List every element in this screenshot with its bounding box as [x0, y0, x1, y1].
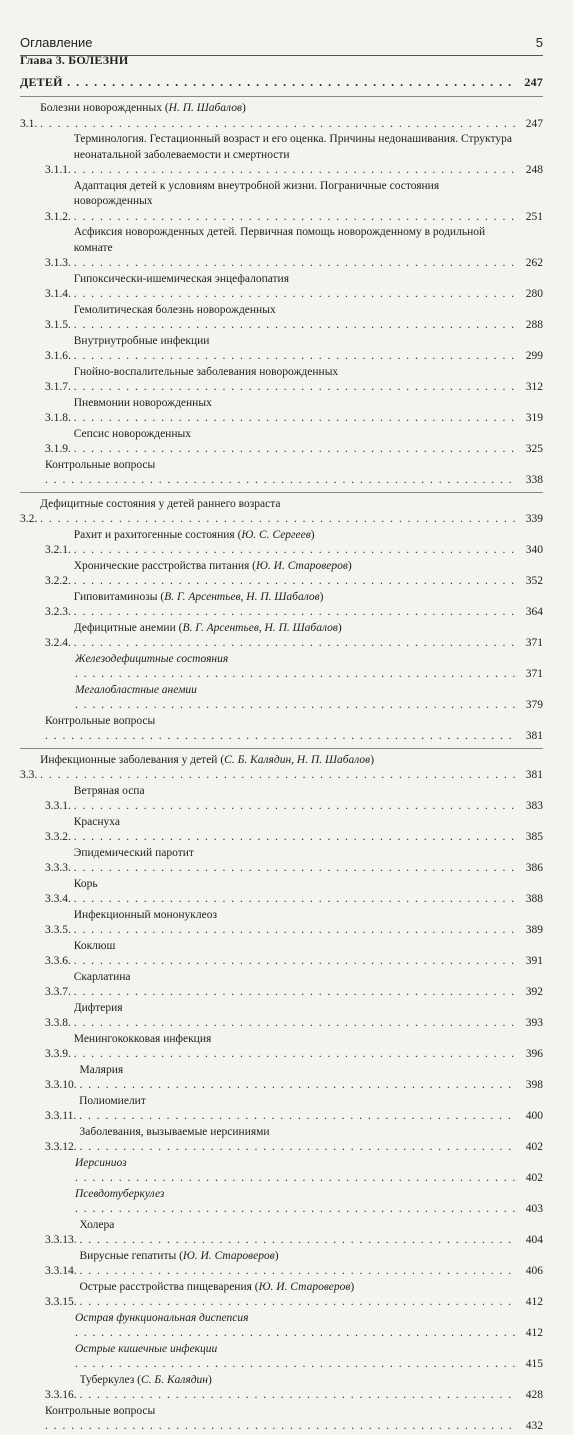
entry-page: 403 [525, 1203, 543, 1215]
entry-title: Дифтерия [73, 1001, 123, 1014]
toc-item[interactable] [20, 1373, 543, 1404]
toc-item[interactable] [20, 1032, 543, 1063]
entry-number: 3.1.2. [45, 210, 74, 223]
toc-item[interactable] [20, 846, 543, 877]
section-heading[interactable] [20, 497, 543, 528]
entry-title: Сепсис новорожденных [73, 427, 191, 440]
entry-text [80, 1373, 516, 1404]
entry-number: 3.3.6. [45, 955, 74, 967]
entry-label [40, 754, 515, 782]
entry-page: 400 [525, 1110, 543, 1122]
entry-label [75, 684, 515, 712]
entry-title: Дефицитные состояния у детей раннего возраста [40, 497, 281, 510]
entry-title: Гемолитическая болезнь новорожденных [73, 303, 276, 316]
entry-text [45, 1404, 515, 1435]
entry-author: Острая функциональная диспепсия [75, 1311, 249, 1324]
entry-page: 288 [525, 319, 543, 331]
section-heading[interactable] [20, 101, 543, 132]
entry-page: 379 [525, 699, 543, 711]
entry-number: 3.1.6. [45, 350, 74, 362]
entry-title: ) [347, 559, 352, 572]
entry-number: 3.1.1. [45, 164, 74, 176]
toc-item[interactable] [20, 528, 543, 559]
entry-number: 3.3.7. [45, 986, 74, 998]
entry-number: 3.1.4. [45, 288, 74, 300]
entry-number: 3.3.16. [45, 1389, 80, 1401]
toc-item[interactable] [20, 132, 543, 179]
entry-title: ) [319, 590, 324, 603]
entry-text [45, 714, 515, 745]
page-header [20, 30, 543, 50]
entry-page: 391 [525, 955, 543, 967]
toc-item[interactable] [20, 1125, 543, 1156]
entry-label [74, 847, 515, 875]
entry-text [74, 334, 515, 365]
control-questions[interactable] [20, 714, 543, 745]
toc-item[interactable] [20, 272, 543, 303]
entry-number: 3.3. [20, 769, 41, 781]
entry-number: 3.2.4. [45, 637, 74, 649]
toc-item[interactable] [20, 1218, 543, 1249]
toc-item[interactable] [20, 427, 543, 458]
entry-text [74, 970, 515, 1001]
entry-title: Контрольные вопросы [45, 1404, 156, 1417]
entry-number: 3.3.2. [45, 831, 74, 843]
entry-author: В. Г. Арсентьев, Н. П. Шабалов [164, 590, 320, 603]
entry-author: Иерсиниоз [75, 1156, 127, 1169]
entry-label [75, 1188, 515, 1216]
entry-page: 319 [525, 412, 543, 424]
entry-text [74, 427, 515, 458]
entry-label [74, 940, 515, 968]
entry-page: 406 [525, 1265, 543, 1277]
entry-label [80, 1281, 516, 1309]
entry-text [74, 1001, 515, 1032]
entry-label [40, 498, 515, 526]
toc-subitem[interactable] [20, 1187, 543, 1218]
entry-label [74, 180, 515, 223]
entry-author: Острые кишечные инфекции [75, 1342, 218, 1355]
entry-page: 432 [525, 1420, 543, 1432]
entry-title: Гнойно-воспалительные заболевания новорожденных [73, 365, 339, 378]
entry-title: ) [310, 528, 315, 541]
chapter-page: 247 [524, 75, 543, 89]
entry-number: 3.2.3. [45, 606, 74, 618]
entry-page: 402 [525, 1141, 543, 1153]
entry-title: Дефицитные анемии ( [73, 621, 183, 634]
entry-page: 389 [525, 924, 543, 936]
entry-number: 3.3.11. [45, 1110, 80, 1122]
section-heading[interactable] [20, 753, 543, 784]
entry-title: ) [337, 621, 342, 634]
entry-label [74, 971, 515, 999]
entry-text [75, 652, 515, 683]
separator [20, 96, 543, 97]
entry-title: Контрольные вопросы [45, 714, 156, 727]
page-number: 5 [535, 35, 543, 50]
entry-page: 383 [525, 800, 543, 812]
entry-author: С. Б. Калядин, Н. П. Шабалов [224, 753, 371, 766]
entry-text [74, 528, 515, 559]
entry-page: 386 [525, 862, 543, 874]
entry-label [74, 529, 515, 557]
entry-number: 3.3.1. [45, 800, 74, 812]
entry-text [74, 559, 515, 590]
entry-page: 247 [525, 117, 543, 130]
toc-subitem[interactable] [20, 683, 543, 714]
entry-number: 3.3.13. [45, 1234, 80, 1246]
entry-title: ) [208, 1373, 212, 1386]
entry-text [75, 683, 515, 714]
entry-author: Псевдотуберкулез [75, 1187, 165, 1200]
toc-subitem[interactable] [20, 1156, 543, 1187]
entry-text [74, 396, 515, 427]
toc-subitem[interactable] [20, 652, 543, 683]
entry-title: Корь [73, 877, 98, 890]
entry-label [74, 335, 515, 363]
entry-number: 3.3.14. [45, 1265, 80, 1277]
entry-text [45, 458, 515, 489]
entry-number: 3.2. [20, 513, 41, 525]
toc-item[interactable] [20, 1063, 543, 1094]
entry-author: Железодефицитные состояния [75, 652, 229, 665]
entry-text [80, 1280, 516, 1311]
entry-label [45, 715, 515, 743]
entry-title: Полиомиелит [79, 1094, 146, 1107]
entry-text [40, 497, 515, 528]
chapter-title: Глава 3. БОЛЕЗНИ ДЕТЕЙ . . . [20, 53, 515, 89]
entry-title: ) [241, 102, 246, 114]
entry-page: 248 [525, 164, 543, 176]
entry-label [74, 397, 515, 425]
entry-text [74, 784, 515, 815]
entry-title: ) [370, 753, 375, 766]
entry-title: Заболевания, вызываемые иерсиниями [79, 1125, 270, 1138]
toc-item[interactable] [20, 334, 543, 365]
separator [20, 748, 543, 749]
entry-label [74, 909, 515, 937]
entry-title: Рахит и рахитогенные состояния ( [73, 528, 242, 541]
entry-author: Ю. И. Староверов [182, 1249, 275, 1262]
entry-title: Адаптация детей к условиям внеутробной жизни. Пограничные состояния новорожденных [73, 179, 440, 207]
entry-title: Коклюш [73, 939, 116, 952]
entry-page: 412 [525, 1296, 543, 1308]
entry-title: Пневмонии новорожденных [73, 396, 212, 409]
entry-label [74, 785, 515, 813]
entry-text [74, 846, 515, 877]
toc-item[interactable] [20, 1249, 543, 1280]
entry-number: 3.3.3. [45, 862, 74, 874]
entry-title: Внутриутробные инфекции [73, 334, 210, 347]
entry-text [74, 365, 515, 396]
entry-title: Скарлатина [73, 970, 131, 983]
entry-title: Острые расстройства пищеварения ( [79, 1280, 259, 1293]
entry-page: 251 [525, 210, 543, 223]
entry-label [74, 591, 515, 619]
entry-author: С. Б. Калядин [141, 1373, 208, 1386]
toc-item[interactable] [20, 1280, 543, 1311]
entry-title: Инфекционный мононуклеоз [73, 908, 218, 921]
entry-label [74, 816, 515, 844]
entry-text [80, 1249, 516, 1280]
entry-page: 299 [525, 350, 543, 362]
entry-page: 340 [525, 544, 543, 556]
entry-page: 371 [525, 668, 543, 680]
entry-page: 393 [525, 1017, 543, 1029]
entry-title: Инфекционные заболевания у детей ( [40, 753, 225, 766]
toc-item[interactable] [20, 590, 543, 621]
entry-label [75, 1312, 515, 1340]
entry-text [75, 1311, 515, 1342]
entry-title: Хронические расстройства питания ( [73, 559, 257, 572]
entry-page: 412 [525, 1327, 543, 1339]
entry-text [79, 1094, 515, 1125]
entry-label [75, 1343, 515, 1371]
entry-text [74, 939, 515, 970]
entry-number: 3.1.5. [45, 319, 74, 331]
entry-page: 385 [525, 831, 543, 843]
entry-title: Контрольные вопросы [45, 458, 156, 471]
entry-title: ) [274, 1249, 279, 1262]
entry-text [75, 1342, 515, 1373]
entry-label [80, 1126, 516, 1154]
entry-page: 392 [525, 986, 543, 998]
entry-page: 415 [525, 1358, 543, 1370]
entry-label [74, 273, 515, 301]
entry-text [74, 132, 515, 179]
entry-number: 3.3.12. [45, 1141, 80, 1153]
entry-label [74, 366, 515, 394]
entry-title: Гипоксически-ишемическая энцефалопатия [73, 272, 289, 285]
entry-page: 262 [525, 257, 543, 269]
entry-page: 312 [525, 381, 543, 393]
entry-text [74, 272, 515, 303]
entry-page: 371 [525, 637, 543, 649]
entry-text [75, 1187, 515, 1218]
entry-text [80, 1125, 516, 1156]
entry-text [74, 303, 515, 334]
toc-item[interactable] [20, 365, 543, 396]
entry-label [79, 1095, 515, 1123]
entry-label [40, 102, 515, 130]
entry-number: 3.1.7. [45, 381, 74, 393]
toc-item[interactable] [20, 621, 543, 652]
toc-item[interactable] [20, 225, 543, 272]
entry-page: 280 [525, 288, 543, 300]
control-questions[interactable] [20, 458, 543, 489]
entry-title: Ветряная оспа [73, 784, 145, 797]
entry-number: 3.2.1. [45, 544, 74, 556]
entry-text [74, 225, 515, 272]
toc-item[interactable] [20, 877, 543, 908]
entry-page: 339 [525, 513, 543, 525]
entry-title: Эпидемический паротит [73, 846, 194, 859]
entry-label [80, 1250, 516, 1278]
entry-text [80, 1063, 516, 1094]
entry-label [80, 1374, 516, 1402]
toc-item[interactable] [20, 815, 543, 846]
entry-number: 3.3.4. [45, 893, 74, 905]
entry-page: 364 [525, 606, 543, 618]
entry-label [45, 459, 515, 487]
entry-number: 3.3.5. [45, 924, 74, 936]
entry-label [74, 226, 515, 269]
entry-label [80, 1219, 516, 1247]
entry-number: 3.1.8. [45, 412, 74, 424]
entry-author: Мегалобластные анемии [75, 683, 197, 696]
entry-number: 3.3.10. [45, 1079, 80, 1091]
entry-title: Болезни новорожденных ( [40, 102, 169, 114]
entry-author: Ю. И. Староверов [258, 1280, 351, 1293]
table-of-contents [20, 53, 543, 1435]
entry-label [75, 653, 515, 681]
toc-item[interactable] [20, 1094, 543, 1125]
entry-label [74, 622, 515, 650]
entry-label [74, 1033, 515, 1061]
entry-author: Ю. И. Староверов [256, 559, 348, 572]
control-questions[interactable] [20, 1404, 543, 1435]
entry-page: 402 [525, 1172, 543, 1184]
entry-number: 3.3.8. [45, 1017, 74, 1029]
toc-item[interactable] [20, 559, 543, 590]
entry-title: Краснуха [73, 815, 120, 828]
entry-title: Менингококковая инфекция [73, 1032, 212, 1045]
entry-page: 398 [525, 1079, 543, 1091]
entry-number: 3.1.3. [45, 257, 74, 269]
entry-page: 388 [525, 893, 543, 905]
toc-item[interactable] [20, 396, 543, 427]
entry-page: 396 [525, 1048, 543, 1060]
entry-number: 3.2.2. [45, 575, 74, 587]
separator [20, 492, 543, 493]
toc-item[interactable] [20, 784, 543, 815]
entry-number: 3.1. [20, 117, 41, 130]
entry-title: Терминология. Гестационный возраст и его оценка. Причины недонашивания. Структура неонатальной заболеваемости и смертности [73, 133, 512, 161]
chapter-heading[interactable] [20, 53, 543, 93]
toc-item[interactable] [20, 908, 543, 939]
toc-subitem[interactable] [20, 1342, 543, 1373]
entry-text [74, 590, 515, 621]
entry-author: Ю. С. Сергеев [241, 528, 311, 541]
entry-label [74, 133, 515, 176]
entry-page: 428 [525, 1389, 543, 1401]
entry-label [74, 878, 515, 906]
entry-text [40, 101, 515, 132]
entry-label [75, 1157, 515, 1185]
header-title: Оглавление [20, 35, 93, 50]
entry-text [40, 753, 515, 784]
entry-text [74, 815, 515, 846]
entry-text [74, 908, 515, 939]
toc-item[interactable] [20, 939, 543, 970]
entry-text [74, 179, 515, 226]
entry-title: Малярия [79, 1063, 124, 1076]
entry-number: 3.3.15. [45, 1296, 80, 1308]
entry-text [80, 1218, 516, 1249]
entry-title: ) [350, 1280, 355, 1293]
toc-item[interactable] [20, 970, 543, 1001]
entry-title: Туберкулез ( [79, 1373, 142, 1386]
entry-label [74, 1002, 515, 1030]
entry-author: В. Г. Арсентьев, Н. П. Шабалов [182, 621, 338, 634]
entry-title: Гиповитаминозы ( [73, 590, 165, 603]
entry-title: Холера [79, 1218, 115, 1231]
entry-label [80, 1064, 516, 1092]
entry-title: Вирусные гепатиты ( [79, 1249, 183, 1262]
entry-page: 381 [525, 769, 543, 781]
entry-label [45, 1405, 515, 1433]
entry-text [74, 621, 515, 652]
entry-text [74, 877, 515, 908]
entry-page: 352 [525, 575, 543, 587]
entry-text [75, 1156, 515, 1187]
toc-item[interactable] [20, 303, 543, 334]
entry-page: 338 [525, 474, 543, 486]
toc-item[interactable] [20, 179, 543, 226]
toc-subitem[interactable] [20, 1311, 543, 1342]
entry-title: Асфиксия новорожденных детей. Первичная помощь новорожденному в родильной комнате [73, 226, 486, 254]
entry-number: 3.1.9. [45, 443, 74, 455]
entry-number: 3.3.9. [45, 1048, 74, 1060]
entry-page: 381 [525, 730, 543, 742]
entry-author: Н. П. Шабалов [168, 102, 242, 114]
toc-item[interactable] [20, 1001, 543, 1032]
entry-page: 404 [525, 1234, 543, 1246]
entry-label [74, 428, 515, 456]
entry-page: 325 [525, 443, 543, 455]
entry-text [74, 1032, 515, 1063]
entry-label [74, 304, 515, 332]
entry-label [74, 560, 515, 588]
